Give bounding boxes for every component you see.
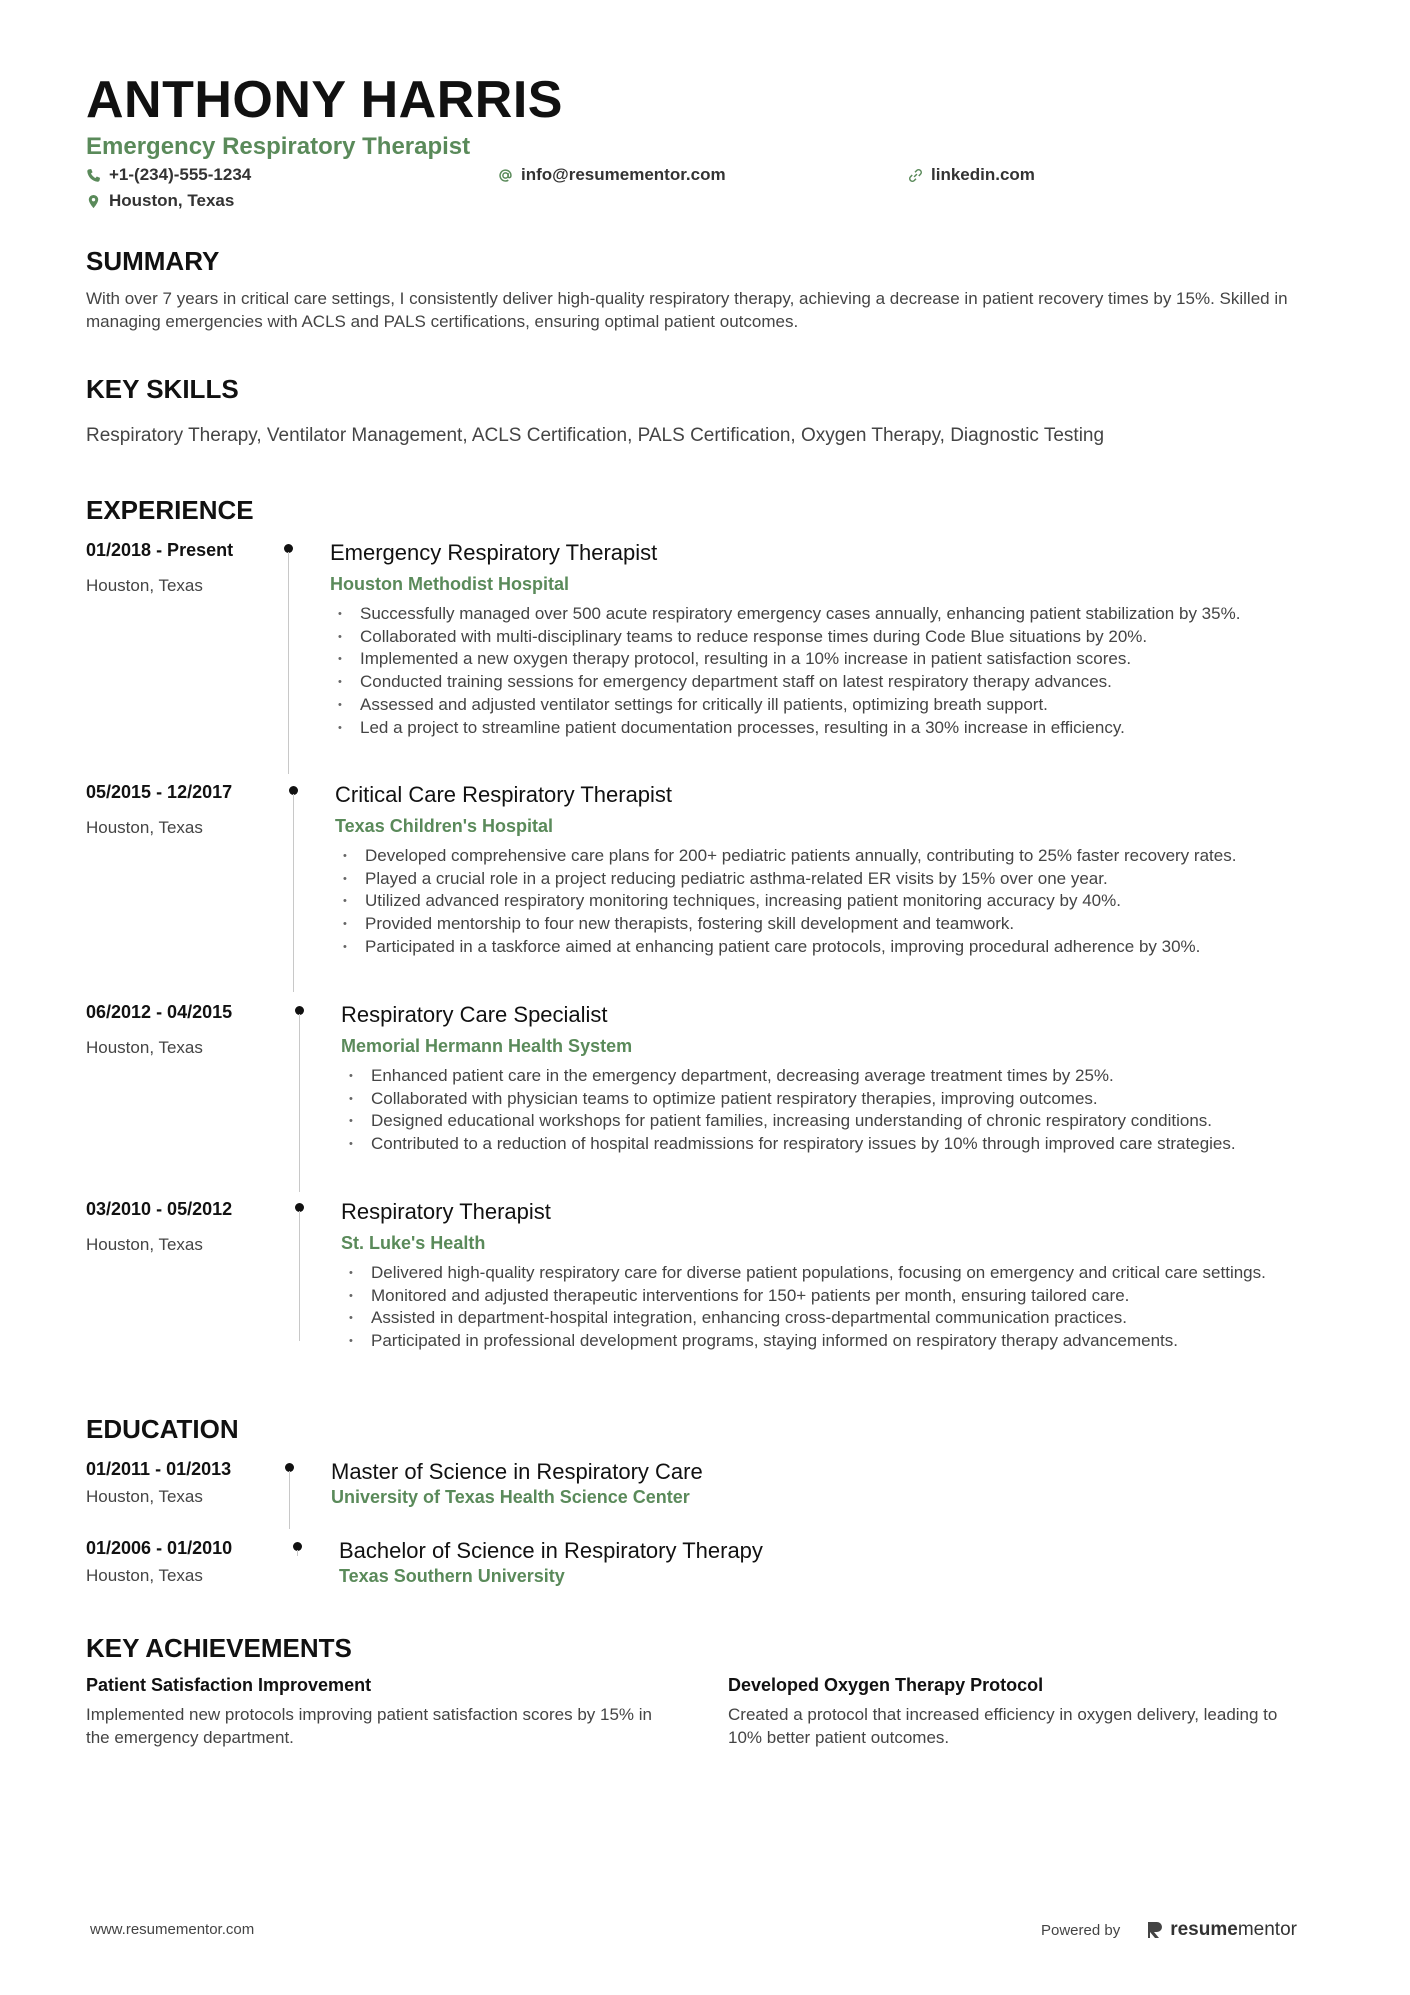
entry-role: Emergency Respiratory Therapist (330, 540, 658, 565)
entry-location: Houston, Texas (86, 818, 203, 837)
entry-date: 03/2010 - 05/2012 (86, 1199, 233, 1219)
entry-date: 01/2018 - Present (86, 540, 234, 560)
contact-email[interactable] (498, 165, 726, 185)
linkedin-link[interactable]: linkedin.com (931, 165, 1035, 184)
entry-organization: St. Luke's Health (341, 1233, 486, 1253)
entry-location: Houston, Texas (86, 576, 203, 595)
skills-text: Respiratory Therapy, Ventilator Management, ACLS Certification, PALS Certification, Oxygen Therapy, Diagnostic Testing (86, 425, 1105, 446)
phone-text: +1-(234)-555-1234 (109, 165, 252, 184)
list-item: • Monitored and adjusted therapeutic interventions for 150+ patients per month, ensuring tailored care. (341, 1285, 1341, 1308)
timeline-line (293, 794, 294, 992)
entry-date: 01/2006 - 01/2010 (86, 1538, 233, 1558)
candidate-name: ANTHONY HARRIS (86, 71, 563, 129)
at-icon (498, 168, 513, 183)
email-link[interactable]: info@resumementor.com (521, 165, 726, 184)
powered-by-label: Powered by (1041, 1921, 1121, 1939)
entry-school: University of Texas Health Science Center (331, 1487, 690, 1507)
list-item: • Successfully managed over 500 acute respiratory emergency cases annually, enhancing patient stabilization by 35%. (330, 603, 1330, 626)
resumementor-logo-icon (1146, 1920, 1164, 1940)
list-item: • Utilized advanced respiratory monitoring techniques, increasing patient monitoring accuracy by 40%. (335, 890, 1335, 913)
list-item: • Implemented a new oxygen therapy protocol, resulting in a 10% increase in patient satisfaction scores. (330, 648, 1330, 671)
footer-website[interactable]: www.resumementor.com (90, 1921, 255, 1938)
list-item: • Assisted in department-hospital integration, enhancing cross-departmental communication practices. (341, 1307, 1341, 1330)
list-item: • Assessed and adjusted ventilator settings for critically ill patients, optimizing breath support. (330, 694, 1330, 717)
summary-heading: SUMMARY (86, 246, 220, 276)
location-pin-icon (86, 194, 101, 209)
timeline-line (299, 1014, 300, 1192)
list-item: • Participated in professional development programs, staying informed on respiratory therapy advancements. (341, 1330, 1341, 1353)
phone-icon (86, 168, 101, 183)
list-item: • Collaborated with physician teams to optimize patient respiratory therapies, improving outcomes. (341, 1088, 1341, 1111)
achievement-text: Created a protocol that increased efficiency in oxygen delivery, leading to 10% better patient outcomes. (728, 1705, 1278, 1747)
entry-location: Houston, Texas (86, 1038, 203, 1057)
experience-entry (86, 540, 1336, 760)
entry-degree: Bachelor of Science in Respiratory Therapy (339, 1538, 763, 1563)
entry-role: Critical Care Respiratory Therapist (335, 782, 673, 807)
timeline-line (288, 552, 289, 774)
entry-location: Houston, Texas (86, 1566, 203, 1585)
experience-entry (86, 1199, 1336, 1389)
entry-location: Houston, Texas (86, 1487, 203, 1506)
achievement-title: Patient Satisfaction Improvement (86, 1675, 372, 1695)
experience-heading: EXPERIENCE (86, 495, 254, 525)
entry-school: Texas Southern University (339, 1566, 565, 1586)
achievements-heading: KEY ACHIEVEMENTS (86, 1633, 352, 1663)
education-entry (86, 1459, 1336, 1529)
entry-degree: Master of Science in Respiratory Care (331, 1459, 703, 1484)
contact-location (86, 191, 234, 211)
list-item: • Participated in a taskforce aimed at enhancing patient care protocols, improving procedural adherence by 30%. (335, 936, 1335, 959)
achievement-title: Developed Oxygen Therapy Protocol (728, 1675, 1044, 1695)
entry-date: 05/2015 - 12/2017 (86, 782, 233, 802)
list-item: • Delivered high-quality respiratory care for diverse patient populations, focusing on emergency and critical care settings. (341, 1262, 1341, 1285)
list-item: • Conducted training sessions for emergency department staff on latest respiratory therapy advances. (330, 671, 1330, 694)
entry-bullets (341, 1065, 1341, 1156)
entry-organization: Houston Methodist Hospital (330, 574, 569, 594)
timeline-line (299, 1211, 300, 1341)
entry-role: Respiratory Care Specialist (341, 1002, 608, 1027)
entry-organization: Texas Children's Hospital (335, 816, 554, 836)
summary-text: With over 7 years in critical care settings, I consistently deliver high-quality respiratory therapy, achieving a decrease in patient recovery times by 15%. Skilled in managing emergencies with ACLS and PALS certifications, ensuring optimal patient outcomes. (86, 289, 1288, 331)
location-text: Houston, Texas (109, 191, 235, 210)
brand-rest: mentor (1237, 1919, 1297, 1940)
experience-entry (86, 782, 1336, 982)
link-icon (908, 168, 923, 183)
list-item: • Provided mentorship to four new therapists, fostering skill development and teamwork. (335, 913, 1335, 936)
brand-bold: resume (1170, 1919, 1238, 1940)
entry-date: 01/2011 - 01/2013 (86, 1459, 232, 1479)
education-entry (86, 1538, 1336, 1608)
list-item: • Enhanced patient care in the emergency department, decreasing average treatment times by 25%. (341, 1065, 1341, 1088)
list-item: • Led a project to streamline patient documentation processes, resulting in a 30% increase in efficiency. (330, 717, 1330, 740)
list-item: • Collaborated with multi-disciplinary teams to reduce response times during Code Blue situations by 20%. (330, 626, 1330, 649)
skills-heading: KEY SKILLS (86, 374, 239, 404)
brand-logo[interactable] (1146, 1919, 1297, 1941)
footer-powered (1041, 1919, 1297, 1941)
entry-role: Respiratory Therapist (341, 1199, 551, 1224)
education-heading: EDUCATION (86, 1414, 239, 1444)
contact-phone (86, 165, 251, 185)
entry-bullets (335, 845, 1335, 959)
entry-location: Houston, Texas (86, 1235, 203, 1254)
list-item: • Contributed to a reduction of hospital readmissions for respiratory issues by 10% through improved care strategies. (341, 1133, 1341, 1156)
list-item: • Played a crucial role in a project reducing pediatric asthma-related ER visits by 15% over one year. (335, 868, 1335, 891)
achievement-text: Implemented new protocols improving patient satisfaction scores by 15% in the emergency department. (86, 1705, 653, 1747)
list-item: • Designed educational workshops for patient families, increasing understanding of chronic respiratory conditions. (341, 1110, 1341, 1133)
entry-bullets (341, 1262, 1341, 1353)
timeline-line (289, 1471, 290, 1529)
list-item: • Developed comprehensive care plans for 200+ pediatric patients annually, contributing to 25% faster recovery rates. (335, 845, 1335, 868)
entry-organization: Memorial Hermann Health System (341, 1036, 633, 1056)
contact-linkedin[interactable] (908, 165, 1035, 185)
timeline-line (297, 1550, 298, 1556)
candidate-title: Emergency Respiratory Therapist (86, 133, 471, 160)
entry-bullets (330, 603, 1330, 739)
experience-entry (86, 1002, 1336, 1182)
entry-date: 06/2012 - 04/2015 (86, 1002, 233, 1022)
